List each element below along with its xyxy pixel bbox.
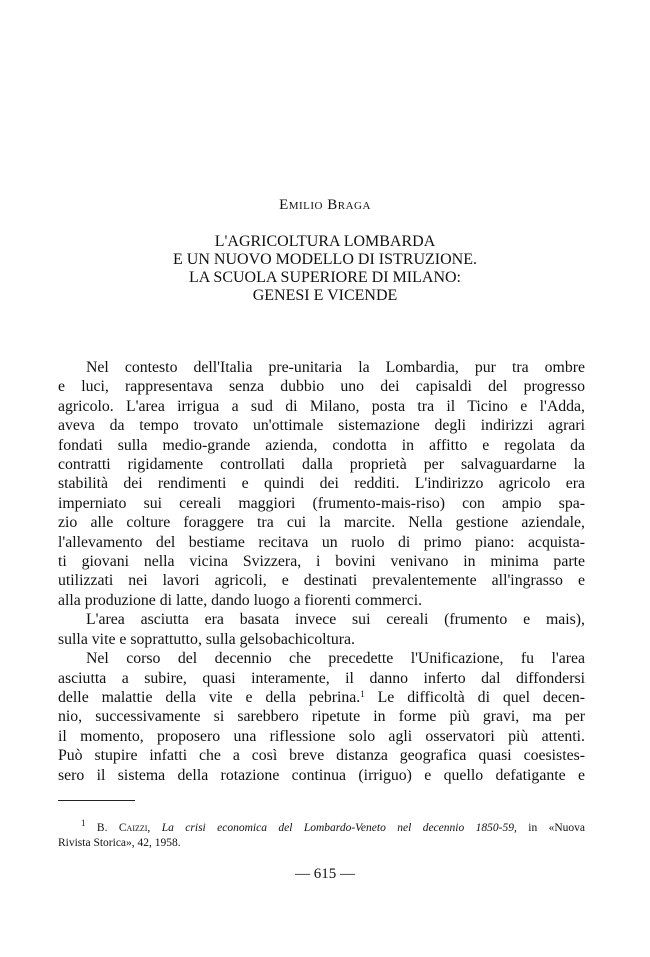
body-line-text: Le difficoltà di quel decen- — [377, 688, 586, 706]
body-line: Può stupire infatti che a così breve distanza geografica quasi coesistes- — [58, 747, 585, 765]
body-line — [58, 688, 585, 707]
title-line: E UN NUOVO MODELLO DI ISTRUZIONE. — [173, 251, 477, 268]
body-line: aveva da tempo trovato un'ottimale sistemazione degli indirizzi agrari — [58, 417, 585, 435]
author-name: Emilio Braga — [279, 197, 371, 213]
footnote-author: B. Caizzi, — [96, 822, 151, 834]
body-line: agricolo. L'area irrigua a sud di Milano, posta tra il Ticino e l'Adda, — [58, 397, 585, 415]
body-line: ti giovani nella vicina Svizzera, i bovini venivano in minima parte — [58, 553, 585, 571]
body-line: sulla vite e soprattutto, sulla gelsobachicoltura. — [58, 630, 355, 648]
footnote-number: 1 — [81, 818, 86, 828]
body-line: contratti rigidamente controllati dalla proprietà per salvaguardarne la — [58, 456, 585, 474]
body-line: fondati sulla medio-grande azienda, condotta in affitto e regolata da — [58, 436, 585, 454]
body-text — [58, 358, 585, 785]
body-line: stabilità dei rendimenti e quindi dei redditi. L'indirizzo agricolo era — [58, 475, 585, 493]
footnote-book-title: La crisi economica del Lombardo-Veneto nel decennio 1850-59, — [161, 822, 517, 834]
footnote-source: in «Nuova — [528, 822, 586, 834]
footnote-line — [58, 818, 586, 836]
article-title — [0, 233, 650, 305]
title-line: GENESI E VICENDE — [252, 287, 398, 304]
page-number: — 615 — — [295, 866, 355, 882]
footnote-separator — [58, 800, 135, 801]
body-line: alla produzione di latte, dando luogo a fiorenti commerci. — [58, 591, 423, 609]
body-line: e luci, rappresentava senza dubbio uno dei capisaldi del progresso — [58, 378, 585, 396]
body-line: asciutta a subire, quasi interamente, il danno inferto dal diffondersi — [58, 669, 585, 687]
body-line: l'allevamento del bestiame recitava un ruolo di primo piano: acquista- — [58, 533, 585, 551]
body-line: imperniato sui cereali maggiori (frumento-mais-riso) con ampio spa- — [58, 494, 585, 512]
body-line: Nel corso del decennio che precedette l'Unificazione, fu l'area — [86, 650, 585, 668]
footnote-reference[interactable]: 1 — [360, 688, 365, 699]
body-line: il momento, proposero una riflessione solo agli osservatori più attenti. — [58, 727, 585, 745]
body-line: nio, successivamente si sarebbero ripetute in forme più gravi, ma per — [58, 708, 585, 726]
footnote-line: Rivista Storica», 42, 1958. — [58, 837, 181, 849]
body-line: utilizzati nei lavori agricoli, e destinati prevalentemente all'ingrasso e — [58, 572, 585, 590]
body-line: L'area asciutta era basata invece sui cereali (frumento e mais), — [86, 611, 585, 629]
body-line: sero il sistema della rotazione continua (irriguo) e quello defatigante e — [58, 766, 585, 784]
title-line: L'AGRICOLTURA LOMBARDA — [214, 233, 436, 250]
body-line: zio alle colture foraggere tra cui la marcite. Nella gestione aziendale, — [58, 514, 585, 532]
footnote — [58, 818, 586, 851]
title-line: LA SCUOLA SUPERIORE DI MILANO: — [188, 269, 461, 286]
body-line-text: delle malattie della vite e della pebrina. — [58, 688, 361, 706]
body-line: Nel contesto dell'Italia pre-unitaria la Lombardia, pur tra ombre — [86, 359, 585, 376]
